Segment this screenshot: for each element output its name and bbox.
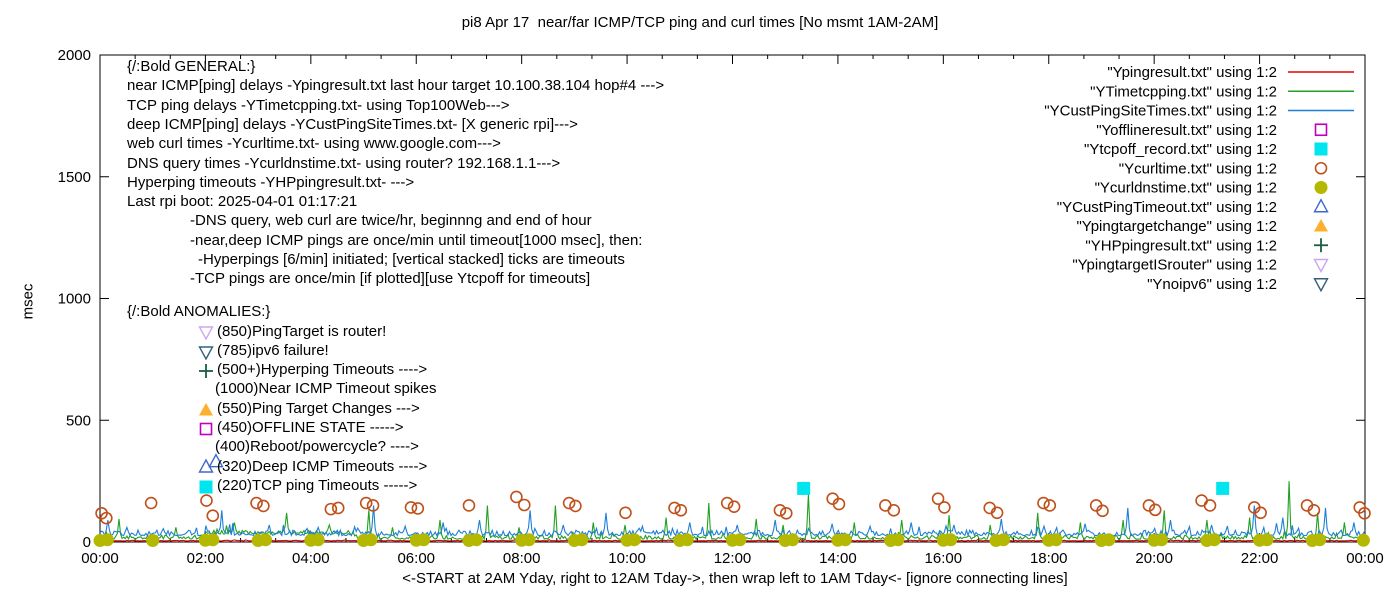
general-line bbox=[127, 155, 560, 172]
y-tick-label: 1000 bbox=[57, 290, 91, 308]
general-line-text: deep ICMP[ping] delays -YCustPingSiteTimes.txt- [X generic rpi]---> bbox=[127, 115, 578, 133]
triangle-down-open-icon bbox=[197, 342, 215, 360]
marker-circle-filled bbox=[1313, 533, 1326, 546]
marker-circle-open bbox=[519, 499, 530, 510]
marker-square-filled bbox=[200, 480, 213, 493]
marker-triangle-down-open bbox=[200, 347, 213, 359]
x-tick-label: 12:00 bbox=[713, 550, 752, 567]
legend-label: "YTimetcpping.txt" using 1:2 bbox=[1090, 83, 1277, 101]
marker-circle-open bbox=[564, 498, 575, 509]
anomaly-line-text: (220)TCP ping Timeouts -----> bbox=[217, 477, 418, 495]
anomaly-line-text: (450)OFFLINE STATE -----> bbox=[217, 419, 404, 437]
marker-circle-filled bbox=[892, 533, 905, 546]
anomaly-line-text: (500+)Hyperping Timeouts ----> bbox=[217, 361, 428, 379]
anomaly-line-text: (1000)Near ICMP Timeout spikes bbox=[215, 380, 437, 398]
marker-circle-filled bbox=[1050, 533, 1063, 546]
marker-circle-filled bbox=[417, 533, 430, 546]
general-line-text: web curl times -Ycurltime.txt- using www.google.com---> bbox=[127, 135, 501, 153]
x-tick-label: 06:00 bbox=[397, 550, 436, 567]
general-heading bbox=[127, 58, 255, 75]
marker-circle-open bbox=[1038, 498, 1049, 509]
anomaly-line-text: (320)Deep ICMP Timeouts ----> bbox=[217, 457, 428, 475]
anomaly-line-text: (785)ipv6 failure! bbox=[217, 342, 329, 360]
marker-square-filled bbox=[1216, 482, 1229, 495]
legend-label: "Ytcpoff_record.txt" using 1:2 bbox=[1084, 141, 1277, 158]
general-line-text: DNS query times -Ycurldnstime.txt- using router? 192.168.1.1---> bbox=[127, 154, 561, 172]
marker-circle-open bbox=[361, 498, 372, 509]
square-open-icon bbox=[197, 419, 215, 437]
general-line bbox=[198, 251, 625, 268]
marker-triangle-open bbox=[200, 460, 213, 472]
x-tick-label: 20:00 bbox=[1135, 550, 1173, 567]
x-tick-label: 08:00 bbox=[502, 550, 541, 567]
anomaly-line-text: (850)PingTarget is router! bbox=[217, 322, 387, 340]
marker-circle-filled bbox=[146, 534, 159, 547]
marker-circle-filled bbox=[1208, 533, 1221, 546]
square-filled-icon bbox=[197, 477, 215, 495]
y-tick-label: 2000 bbox=[57, 47, 91, 64]
x-tick-label: 18:00 bbox=[1029, 550, 1068, 567]
general-heading-text: {/:Bold GENERAL:} bbox=[127, 58, 256, 75]
general-line bbox=[127, 193, 357, 210]
anomaly-line-text: (400)Reboot/powercycle? ----> bbox=[215, 438, 419, 456]
marker-circle-open bbox=[412, 503, 423, 514]
general-line bbox=[127, 116, 578, 133]
marker-triangle-down-open bbox=[1315, 279, 1328, 291]
anomaly-line bbox=[197, 322, 386, 340]
marker-circle-filled bbox=[1260, 533, 1273, 546]
anomaly-line bbox=[197, 457, 427, 475]
x-tick-label: 16:00 bbox=[924, 550, 963, 567]
marker-circle-filled bbox=[1357, 534, 1370, 547]
marker-circle-filled bbox=[839, 533, 852, 546]
marker-circle-open bbox=[620, 507, 631, 518]
marker-circle-open bbox=[1316, 163, 1327, 174]
marker-circle-filled bbox=[470, 533, 483, 546]
legend-label: "Yofflineresult.txt" using 1:2 bbox=[1096, 121, 1277, 139]
marker-square-filled bbox=[797, 482, 810, 495]
marker-circle-filled bbox=[364, 533, 377, 546]
marker-circle-open bbox=[669, 502, 680, 513]
general-line bbox=[127, 77, 664, 94]
anomaly-line bbox=[197, 342, 329, 360]
marker-circle-filled bbox=[628, 533, 641, 546]
marker-circle-open bbox=[201, 495, 212, 506]
x-tick-label: 10:00 bbox=[608, 550, 646, 567]
x-tick-label: 04:00 bbox=[292, 550, 330, 567]
marker-circle-filled bbox=[997, 533, 1010, 546]
y-tick-label: 1500 bbox=[57, 168, 91, 186]
triangle-down-open-icon bbox=[197, 322, 215, 340]
marker-circle-filled bbox=[786, 533, 799, 546]
marker-circle-filled bbox=[944, 533, 957, 546]
y-tick-label: 500 bbox=[65, 412, 91, 430]
anomalies-heading bbox=[127, 303, 270, 320]
general-line bbox=[190, 232, 642, 249]
series-points-Ytcpoff_record.txt bbox=[797, 482, 1229, 495]
general-line bbox=[127, 174, 414, 191]
general-line-text: near ICMP[ping] delays -Ypingresult.txt last hour target 10.100.38.104 hop#4 ---> bbox=[127, 77, 665, 95]
marker-circle-open bbox=[880, 500, 891, 511]
marker-circle-open bbox=[207, 510, 218, 521]
anomaly-line bbox=[197, 400, 420, 418]
x-axis-caption: <-START at 2AM Yday, right to 12AM Tday->, then wrap left to 1AM Tday<- [ignore connecting lines] bbox=[402, 570, 1068, 587]
marker-circle-filled bbox=[259, 533, 272, 546]
plus-icon bbox=[197, 361, 215, 379]
anomaly-line bbox=[197, 477, 417, 495]
marker-circle-filled bbox=[681, 533, 694, 546]
marker-circle-open bbox=[1044, 500, 1055, 511]
anomaly-line bbox=[197, 361, 427, 379]
marker-circle-open bbox=[333, 502, 344, 513]
marker-triangle-down-open bbox=[1315, 260, 1328, 272]
anomalies-heading-text: {/:Bold ANOMALIES:} bbox=[127, 303, 271, 320]
anomaly-line bbox=[197, 419, 404, 437]
marker-circle-filled bbox=[523, 533, 536, 546]
x-tick-label: 14:00 bbox=[819, 550, 857, 567]
marker-circle-filled bbox=[1102, 533, 1115, 546]
marker-triangle-down-open bbox=[200, 327, 213, 339]
general-line bbox=[190, 212, 592, 229]
legend-label: "YCustPingSiteTimes.txt" using 1:2 bbox=[1044, 102, 1277, 120]
y-axis-label: msec bbox=[19, 283, 37, 320]
triangle-open-icon bbox=[197, 457, 215, 475]
general-line-text: Last rpi boot: 2025-04-01 01:17:21 bbox=[127, 193, 358, 211]
legend-label: "Ycurldnstime.txt" using 1:2 bbox=[1094, 179, 1277, 197]
general-line bbox=[190, 270, 590, 287]
marker-circle-filled bbox=[1155, 533, 1168, 546]
y-tick-label: 0 bbox=[82, 534, 91, 551]
legend-label: "YpingtargetISrouter" using 1:2 bbox=[1072, 256, 1277, 274]
anomaly-line bbox=[215, 380, 436, 397]
legend-label: "YHPpingresult.txt" using 1:2 bbox=[1085, 237, 1277, 255]
legend bbox=[1044, 64, 1354, 293]
legend-label: "YCustPingTimeout.txt" using 1:2 bbox=[1056, 198, 1277, 216]
legend-label: "Ynoipv6" using 1:2 bbox=[1147, 275, 1277, 293]
general-line-text: -DNS query, web curl are twice/hr, beginnng and end of hour bbox=[190, 212, 592, 230]
marker-circle-open bbox=[774, 505, 785, 516]
x-tick-label: 22:00 bbox=[1240, 550, 1279, 567]
marker-circle-open bbox=[146, 498, 157, 509]
marker-circle-filled bbox=[575, 533, 588, 546]
general-line-text: Hyperping timeouts -YHPpingresult.txt- ---> bbox=[127, 173, 415, 191]
legend-label: "Ypingresult.txt" using 1:2 bbox=[1107, 64, 1277, 81]
general-line-text: TCP ping delays -YTimetcpping.txt- using Top100Web---> bbox=[127, 96, 510, 114]
chart-title: pi8 Apr 17 near/far ICMP/TCP ping and curl times [No msmt 1AM-2AM] bbox=[461, 14, 939, 31]
marker-circle-filled bbox=[733, 533, 746, 546]
marker-triangle-open bbox=[1315, 200, 1328, 212]
general-line-text: -TCP pings are once/min [if plotted][use Ytcpoff for timeouts] bbox=[190, 270, 591, 288]
legend-label: "Ycurltime.txt" using 1:2 bbox=[1118, 160, 1277, 178]
marker-square-filled bbox=[1315, 143, 1328, 156]
general-line-text: -near,deep ICMP pings are once/min until timeout[1000 msec], then: bbox=[190, 231, 643, 249]
marker-triangle-filled bbox=[199, 403, 213, 416]
marker-circle-open bbox=[570, 500, 581, 511]
marker-circle-filled bbox=[1315, 181, 1328, 194]
marker-circle-open bbox=[888, 505, 899, 516]
marker-circle-open bbox=[258, 500, 269, 511]
marker-circle-open bbox=[463, 500, 474, 511]
x-tick-label: 00:00 bbox=[1346, 550, 1384, 567]
marker-circle-open bbox=[939, 502, 950, 513]
x-tick-label: 00:00 bbox=[81, 550, 119, 567]
general-line bbox=[127, 97, 510, 114]
marker-square-open bbox=[1316, 124, 1327, 135]
triangle-filled-icon bbox=[197, 400, 215, 418]
anomaly-line-text: (550)Ping Target Changes ---> bbox=[217, 400, 420, 417]
series-line-YCustPingSiteTimes.txt bbox=[100, 506, 1365, 536]
marker-circle-open bbox=[1205, 500, 1216, 511]
marker-triangle-filled bbox=[1314, 219, 1328, 232]
marker-circle-open bbox=[1196, 495, 1207, 506]
marker-circle-open bbox=[781, 508, 792, 519]
legend-label: "Ypingtargetchange" using 1:2 bbox=[1076, 218, 1277, 235]
marker-circle-open bbox=[675, 505, 686, 516]
x-tick-label: 02:00 bbox=[186, 550, 225, 567]
anomaly-line bbox=[215, 438, 419, 455]
marker-square-open bbox=[201, 423, 212, 434]
marker-circle-filled bbox=[101, 533, 114, 546]
marker-circle-filled bbox=[312, 533, 325, 546]
general-line bbox=[127, 135, 501, 152]
general-line-text: -Hyperpings [6/min] initiated; [vertical stacked] ticks are timeouts bbox=[198, 251, 625, 268]
marker-circle-open bbox=[251, 498, 262, 509]
marker-circle-filled bbox=[206, 533, 219, 546]
